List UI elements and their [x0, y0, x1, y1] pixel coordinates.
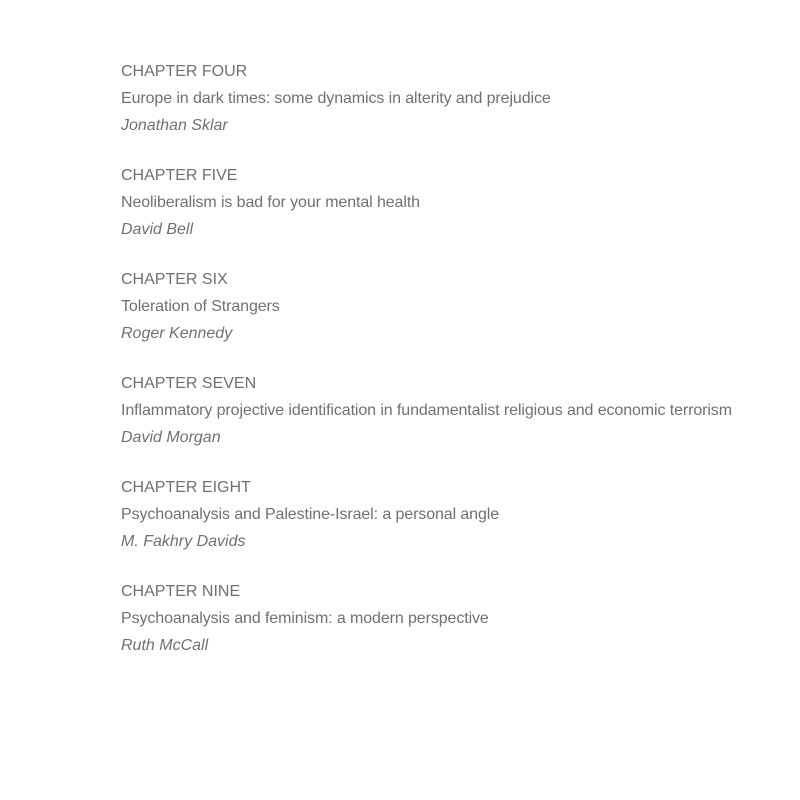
- chapter-author: David Morgan: [121, 429, 221, 446]
- chapter-author: M. Fakhry Davids: [121, 533, 246, 550]
- chapter-entry: [121, 578, 796, 659]
- chapter-title: Psychoanalysis and Palestine-Israel: a personal angle: [121, 506, 500, 523]
- chapter-title: Toleration of Strangers: [121, 298, 280, 315]
- chapter-entry: [121, 370, 796, 451]
- chapter-number: CHAPTER SEVEN: [121, 375, 257, 392]
- chapter-title: Europe in dark times: some dynamics in alterity and prejudice: [121, 90, 551, 107]
- chapter-title: Inflammatory projective identification in fundamentalist religious and economic terrorism: [121, 402, 732, 419]
- chapter-author: Ruth McCall: [121, 637, 209, 654]
- chapter-number: CHAPTER EIGHT: [121, 479, 251, 496]
- chapter-author: David Bell: [121, 221, 194, 238]
- chapter-number: CHAPTER FIVE: [121, 167, 238, 184]
- chapter-entry: [121, 58, 796, 139]
- chapter-entry: [121, 474, 796, 555]
- chapter-author: Roger Kennedy: [121, 325, 233, 342]
- chapter-number: CHAPTER SIX: [121, 271, 228, 288]
- chapter-entry: [121, 162, 796, 243]
- chapter-author: Jonathan Sklar: [121, 117, 228, 134]
- table-of-contents: [121, 58, 796, 682]
- chapter-title: Psychoanalysis and feminism: a modern perspective: [121, 610, 489, 627]
- chapter-number: CHAPTER NINE: [121, 583, 241, 600]
- chapter-number: CHAPTER FOUR: [121, 63, 248, 80]
- chapter-title: Neoliberalism is bad for your mental health: [121, 194, 420, 211]
- chapter-entry: [121, 266, 796, 347]
